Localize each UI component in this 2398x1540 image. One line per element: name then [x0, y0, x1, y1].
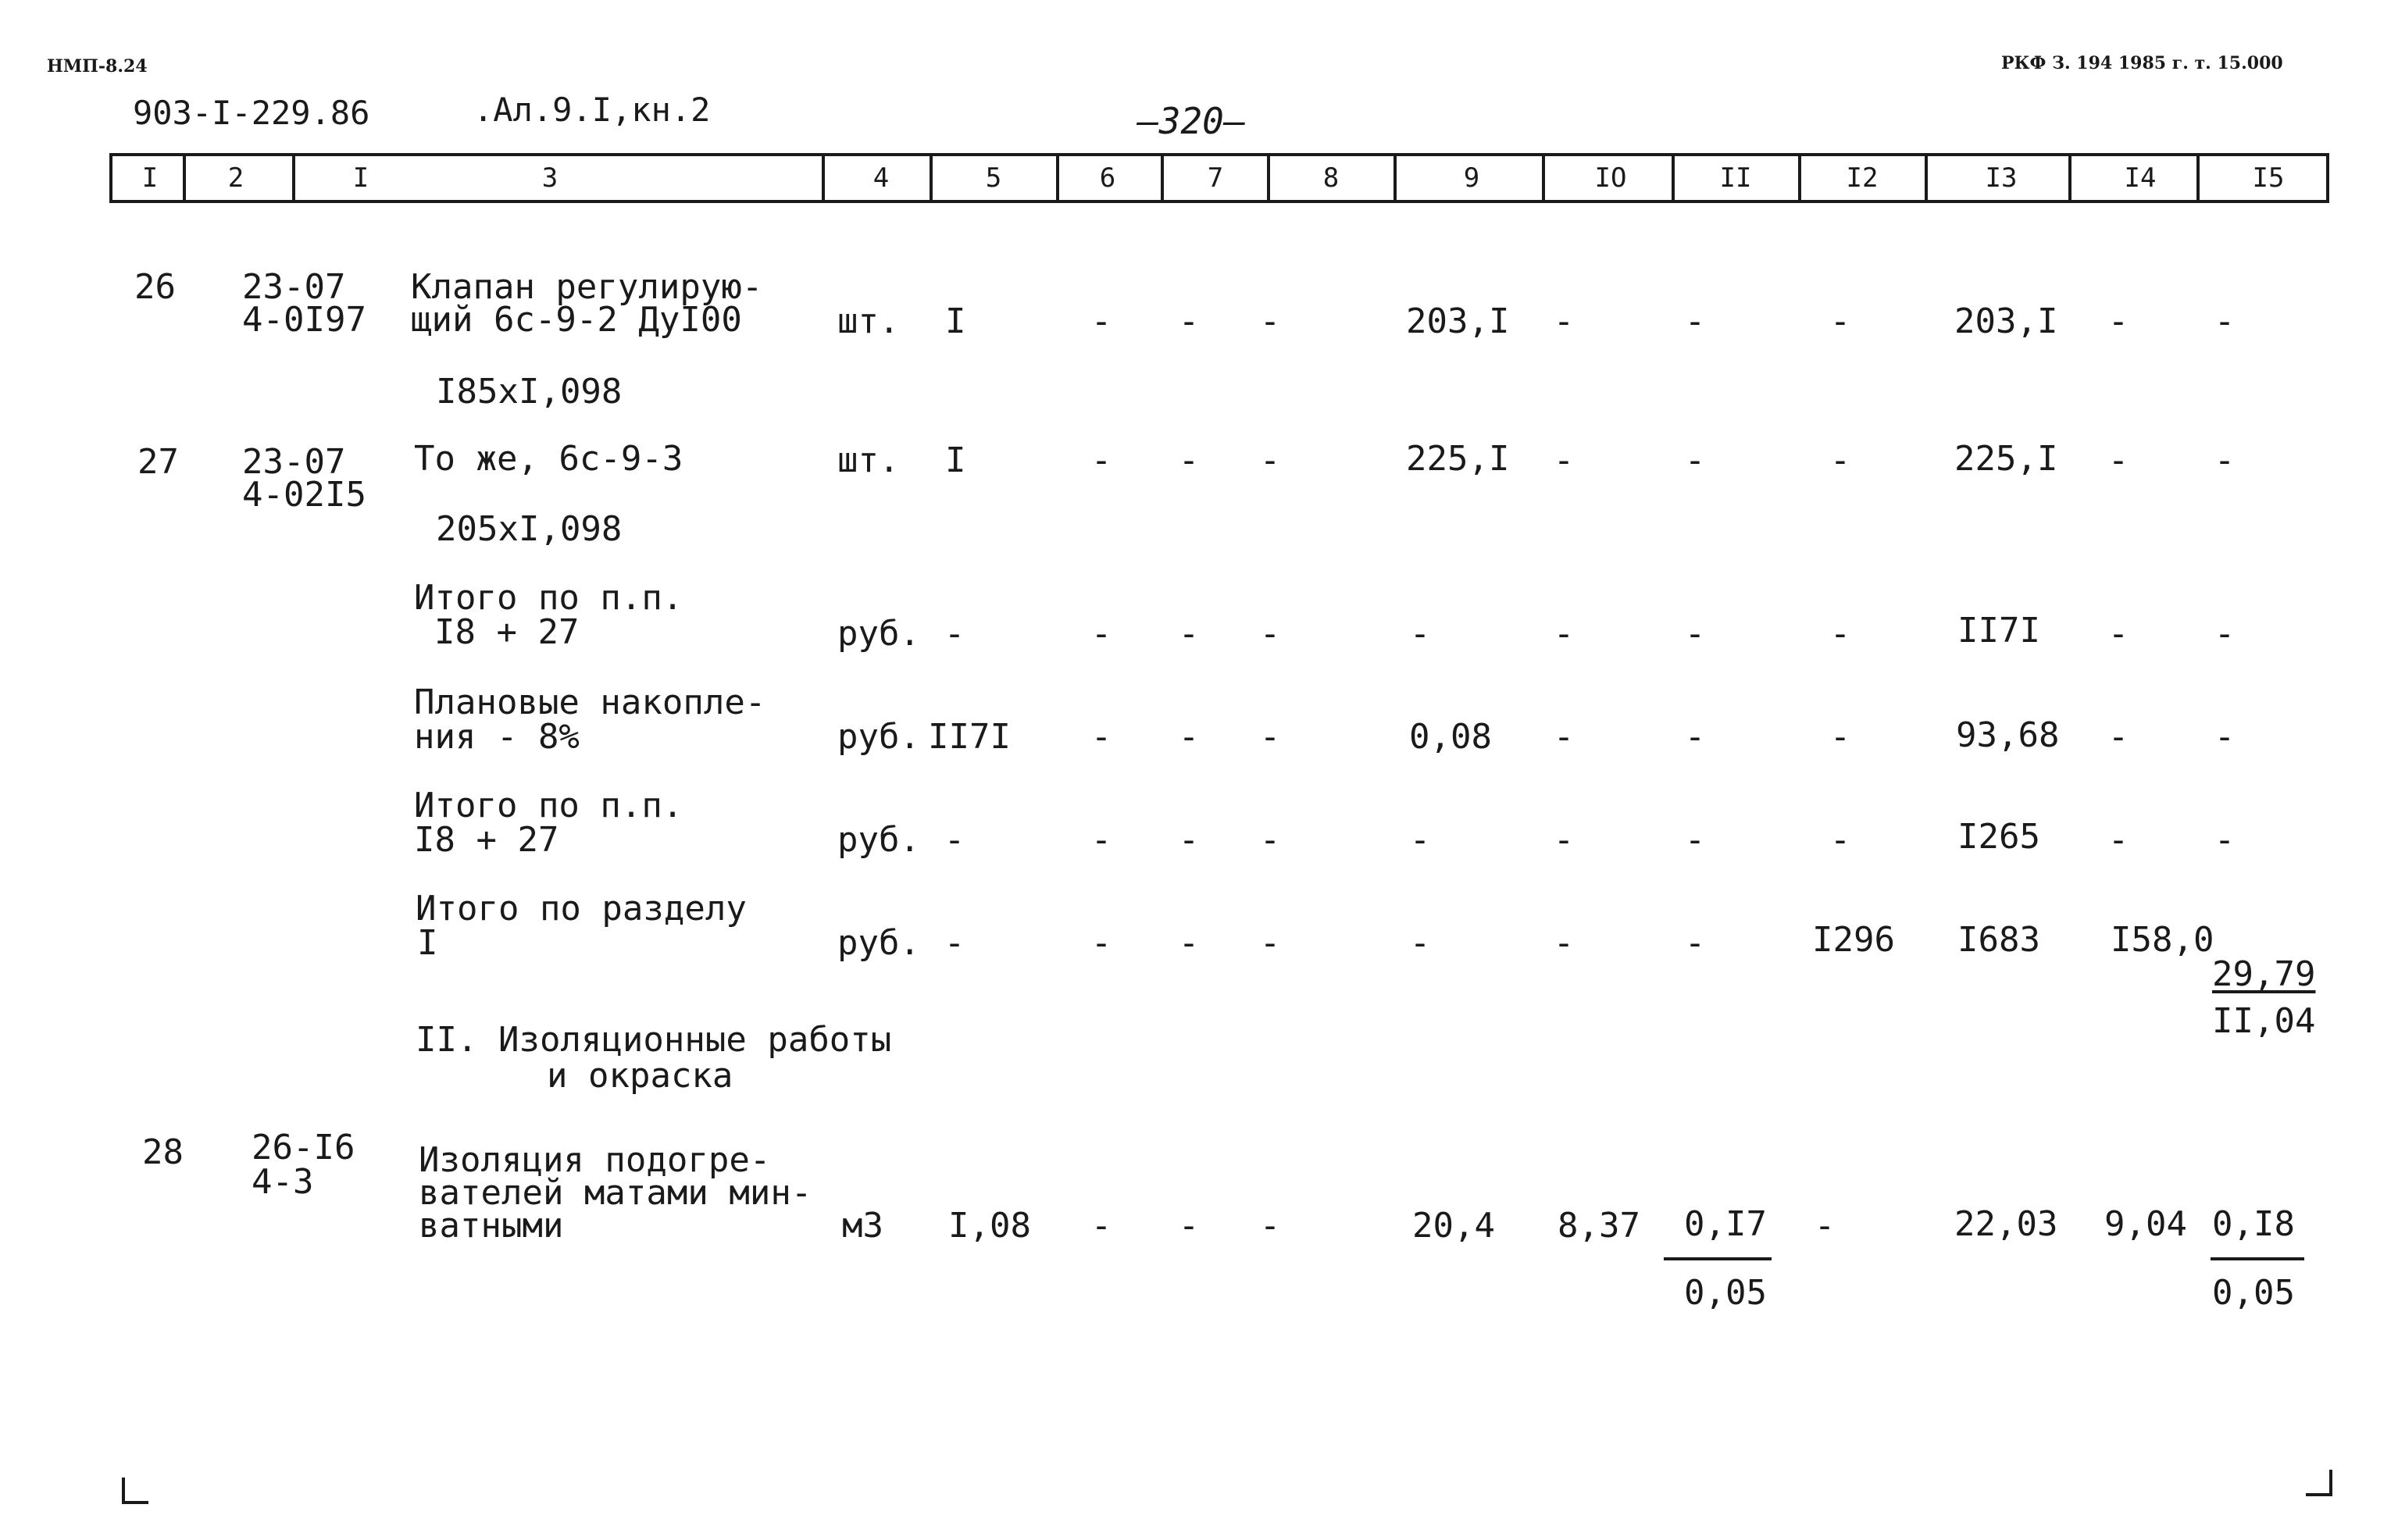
row-27-calc: 205xI,098 [436, 509, 623, 549]
row-26-col7: - [1178, 301, 1200, 341]
row-28-code-1: 26-I6 [252, 1128, 355, 1167]
total-2-col10: - [1553, 820, 1575, 860]
total-1-col10: - [1553, 614, 1575, 654]
column-number-8: 7 [1207, 162, 1224, 194]
album-reference: .Ал.9.I,кн.2 [473, 91, 711, 129]
planned-col14: - [2107, 717, 2129, 757]
section-total-col8: - [1259, 923, 1281, 963]
row-26-col11: - [1684, 301, 1706, 341]
total-1-col11: - [1684, 614, 1706, 654]
total-1-col15: - [2214, 614, 2236, 654]
column-number-3: I [352, 162, 369, 194]
row-28-col6: - [1090, 1206, 1112, 1246]
row-26-col8: - [1259, 301, 1281, 341]
total-2-unit: руб. [837, 820, 920, 860]
row-28-qty: I,08 [948, 1206, 1031, 1246]
row-28-name-2: вателей матами мин- [419, 1173, 812, 1213]
row-27-code-1: 23-07 [242, 442, 346, 482]
section-total-col12: I296 [1812, 920, 1895, 960]
column-number-10: 9 [1463, 162, 1480, 194]
row-27-code-2: 4-02I5 [242, 475, 366, 515]
planned-col9: 0,08 [1409, 717, 1492, 757]
column-number-11: IO [1594, 162, 1627, 194]
total-1-col8: - [1259, 614, 1281, 654]
total-2-col8: - [1259, 820, 1281, 860]
corner-mark-bottom-right [2306, 1470, 2332, 1496]
section-total-col14: I58,0 [2111, 920, 2214, 960]
planned-col8: - [1259, 717, 1281, 757]
total-2-col14: - [2107, 820, 2129, 860]
column-number-1: I [141, 162, 159, 194]
column-number-14: I3 [1985, 162, 2018, 194]
planned-name-2: ния - 8% [414, 717, 580, 757]
planned-col12: - [1829, 717, 1851, 757]
row-27-col6: - [1090, 440, 1112, 480]
section-total-name-2: I [417, 923, 438, 963]
total-2-col15: - [2214, 820, 2236, 860]
column-number-4: 3 [541, 162, 558, 194]
section-total-col13: I683 [1957, 920, 2040, 960]
column-number-2: 2 [227, 162, 244, 194]
total-1-col13: II7I [1957, 611, 2040, 651]
section-total-name-1: Итого по разделу [416, 889, 747, 929]
planned-col15: - [2214, 717, 2236, 757]
row-27-unit: шт. [837, 440, 900, 480]
row-27-name-1: То же, 6с-9-3 [414, 439, 683, 479]
row-28-name-3: ватными [419, 1206, 564, 1246]
row-26-code-2: 4-0I97 [242, 300, 366, 340]
total-2-qty: - [944, 820, 965, 860]
row-26-col12: - [1829, 301, 1851, 341]
row-27-number: 27 [137, 442, 179, 482]
row-28-col15-bottom: 0,05 [2212, 1273, 2295, 1313]
section-total-col10: - [1553, 923, 1575, 963]
row-27-qty: I [945, 440, 966, 480]
row-26-number: 26 [134, 267, 176, 307]
row-28-col7: - [1178, 1206, 1200, 1246]
total-2-col9: - [1409, 820, 1431, 860]
doc-code-left: НМП-8.24 [47, 56, 148, 77]
row-26-calc: I85xI,098 [436, 372, 623, 412]
row-26-col10: - [1553, 301, 1575, 341]
page-number: —320— [1137, 100, 1246, 142]
row-28-col8: - [1259, 1206, 1281, 1246]
section-2-title-2: и окраска [547, 1056, 733, 1096]
doc-code-right: РКФ З. 194 1985 г. т. 15.000 [2001, 53, 2283, 73]
row-28-code-2: 4-3 [252, 1162, 314, 1202]
total-2-name-2: I8 + 27 [414, 820, 559, 860]
total-1-col9: - [1409, 614, 1431, 654]
row-27-col13: 225,I [1954, 439, 2058, 479]
section-total-col6: - [1090, 923, 1112, 963]
planned-col10: - [1553, 717, 1575, 757]
row-27-col8: - [1259, 440, 1281, 480]
total-1-col7: - [1178, 614, 1200, 654]
total-2-name-1: Итого по п.п. [414, 786, 683, 825]
row-27-col11: - [1684, 440, 1706, 480]
section-total-col15-top: 29,79 [2212, 954, 2316, 994]
row-26-unit: шт. [837, 301, 900, 341]
row-26-code-1: 23-07 [242, 267, 346, 307]
row-28-name-1: Изоляция подогре- [419, 1140, 771, 1180]
row-27-col10: - [1553, 440, 1575, 480]
planned-col13: 93,68 [1956, 715, 2060, 755]
total-2-col13: I265 [1957, 817, 2040, 857]
corner-mark-bottom-left [122, 1478, 148, 1504]
row-28-col10: 8,37 [1558, 1206, 1640, 1246]
total-1-qty: - [944, 614, 965, 654]
row-26-col14: - [2107, 301, 2129, 341]
row-26-col9: 203,I [1406, 301, 1510, 341]
row-26-name-2: щий 6с-9-2 ДуI00 [411, 300, 742, 340]
row-28-col11-bottom: 0,05 [1684, 1273, 1767, 1313]
total-1-col14: - [2107, 614, 2129, 654]
total-1-name-1: Итого по п.п. [414, 578, 683, 618]
row-28-col13: 22,03 [1954, 1204, 2058, 1244]
planned-qty: II7I [928, 717, 1011, 757]
total-2-col11: - [1684, 820, 1706, 860]
row-26-col6: - [1090, 301, 1112, 341]
column-number-9: 8 [1322, 162, 1340, 194]
row-28-col11-top: 0,I7 [1684, 1204, 1767, 1244]
total-1-col12: - [1829, 614, 1851, 654]
planned-col7: - [1178, 717, 1200, 757]
row-27-col9: 225,I [1406, 439, 1510, 479]
column-number-5: 4 [872, 162, 890, 194]
section-total-col9: - [1409, 923, 1431, 963]
row-28-number: 28 [142, 1132, 184, 1172]
row-28-col9: 20,4 [1412, 1206, 1495, 1246]
column-number-15: I4 [2124, 162, 2157, 194]
total-2-col12: - [1829, 820, 1851, 860]
row-26-col15: - [2214, 301, 2236, 341]
total-1-name-2: I8 + 27 [434, 612, 580, 652]
column-number-7: 6 [1099, 162, 1116, 194]
row-28-col15-fraction-line [2211, 1257, 2304, 1260]
planned-col11: - [1684, 717, 1706, 757]
column-number-6: 5 [985, 162, 1002, 194]
row-28-unit: м3 [842, 1206, 883, 1246]
row-26-qty: I [945, 301, 966, 341]
row-28-col14: 9,04 [2104, 1204, 2187, 1244]
section-total-col15-bottom: II,04 [2212, 1001, 2316, 1041]
column-number-13: I2 [1846, 162, 1879, 194]
row-27-col12: - [1829, 440, 1851, 480]
total-1-unit: руб. [837, 614, 920, 654]
section-total-qty: - [944, 923, 965, 963]
total-2-col7: - [1178, 820, 1200, 860]
column-number-16: I5 [2252, 162, 2285, 194]
total-1-col6: - [1090, 614, 1112, 654]
doc-designation: 903-I-229.86 [133, 94, 370, 132]
section-total-col11: - [1684, 923, 1706, 963]
column-number-12: II [1719, 162, 1752, 194]
planned-col6: - [1090, 717, 1112, 757]
row-28-col15-top: 0,I8 [2212, 1204, 2295, 1244]
row-27-col15: - [2214, 440, 2236, 480]
row-26-name-1: Клапан регулирую- [411, 267, 763, 307]
section-2-title-1: II. Изоляционные работы [416, 1020, 892, 1060]
row-28-col12: - [1814, 1206, 1836, 1246]
planned-name-1: Плановые накопле- [414, 683, 766, 722]
row-26-col13: 203,I [1954, 301, 2058, 341]
section-total-unit: руб. [837, 923, 920, 963]
total-2-col6: - [1090, 820, 1112, 860]
planned-unit: руб. [837, 717, 920, 757]
column-header-band [109, 153, 2329, 203]
row-28-col11-fraction-line [1664, 1257, 1772, 1260]
row-27-col7: - [1178, 440, 1200, 480]
row-27-col14: - [2107, 440, 2129, 480]
section-total-col7: - [1178, 923, 1200, 963]
